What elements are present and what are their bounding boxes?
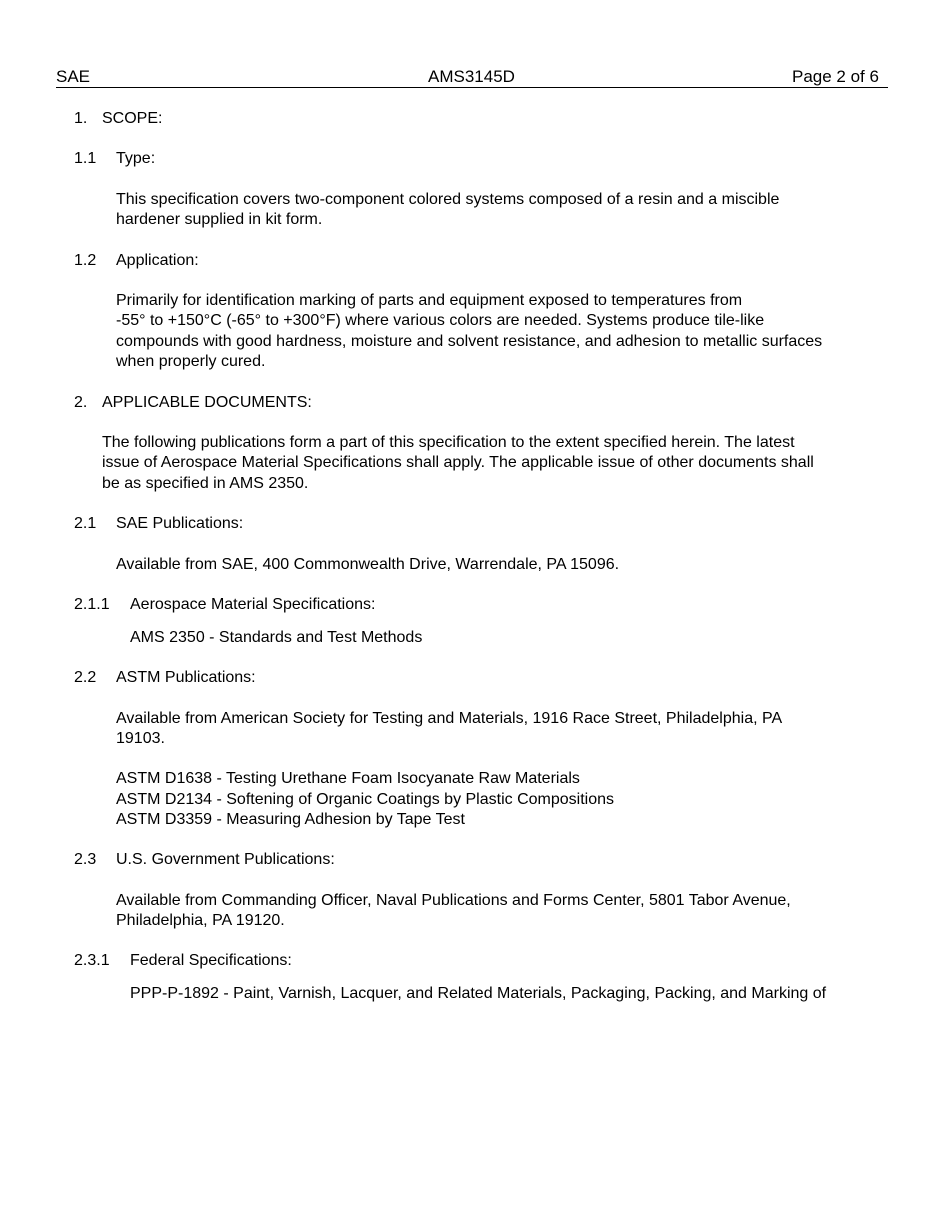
section-2-2-title: ASTM Publications: xyxy=(116,669,256,686)
reference-item: ASTM D3359 - Measuring Adhesion by Tape Test xyxy=(116,811,465,828)
reference-item: ASTM D2134 - Softening of Organic Coatings by Plastic Compositions xyxy=(116,791,615,808)
section-2-1-1-number: 2.1.1 xyxy=(74,596,110,613)
section-2-3-line: Available from Commanding Officer, Naval Publications and Forms Center, 5801 Tabor Avenue, xyxy=(116,892,791,909)
header-rule xyxy=(56,87,888,88)
section-1-1-line: This specification covers two-component colored systems composed of a resin and a miscible xyxy=(116,191,780,208)
section-2-2-number: 2.2 xyxy=(74,669,97,686)
section-1-2-title: Application: xyxy=(116,252,199,269)
header-left: SAE xyxy=(56,67,91,86)
reference-item: ASTM D1638 - Testing Urethane Foam Isocyanate Raw Materials xyxy=(116,770,580,787)
header-page-number: Page 2 of 6 xyxy=(792,67,879,86)
section-1-2-line: compounds with good hardness, moisture and solvent resistance, and adhesion to metallic surfaces xyxy=(116,333,823,350)
section-2-1-line: Available from SAE, 400 Commonwealth Drive, Warrendale, PA 15096. xyxy=(116,556,620,573)
section-2-3-1-number: 2.3.1 xyxy=(74,952,110,969)
header-document-number: AMS3145D xyxy=(428,67,515,86)
section-2-1-1-title: Aerospace Material Specifications: xyxy=(130,596,376,613)
section-2-line: be as specified in AMS 2350. xyxy=(102,475,309,492)
section-2-2-line: Available from American Society for Testing and Materials, 1916 Race Street, Philadelphia, PA xyxy=(116,710,783,727)
section-1-2-line: Primarily for identification marking of parts and equipment exposed to temperatures from xyxy=(116,292,743,309)
section-2-1-title: SAE Publications: xyxy=(116,515,244,532)
reference-item: AMS 2350 - Standards and Test Methods xyxy=(130,629,423,646)
section-1-number: 1. xyxy=(74,110,88,127)
section-2-line: issue of Aerospace Material Specifications shall apply. The applicable issue of other documents shall xyxy=(102,454,814,471)
section-2-title: APPLICABLE DOCUMENTS: xyxy=(102,394,312,411)
section-1-1-title: Type: xyxy=(116,150,156,167)
section-2-3-1-title: Federal Specifications: xyxy=(130,952,292,969)
section-2-line: The following publications form a part of this specification to the extent specified herein. The latest xyxy=(102,434,795,451)
section-2-1-number: 2.1 xyxy=(74,515,97,532)
section-1-2-line: -55° to +150°C (-65° to +300°F) where various colors are needed. Systems produce tile-like xyxy=(116,312,765,329)
reference-item: PPP-P-1892 - Paint, Varnish, Lacquer, and Related Materials, Packaging, Packing, and Marking of xyxy=(130,985,827,1002)
section-1-1-number: 1.1 xyxy=(74,150,97,167)
section-2-3-number: 2.3 xyxy=(74,851,97,868)
section-2-3-line: Philadelphia, PA 19120. xyxy=(116,912,285,929)
section-1-title: SCOPE: xyxy=(102,110,163,127)
section-2-2-line: 19103. xyxy=(116,730,165,747)
section-2-number: 2. xyxy=(74,394,88,411)
section-1-2-line: when properly cured. xyxy=(116,353,266,370)
section-1-2-number: 1.2 xyxy=(74,252,97,269)
section-1-1-line: hardener supplied in kit form. xyxy=(116,211,323,228)
section-2-3-title: U.S. Government Publications: xyxy=(116,851,335,868)
